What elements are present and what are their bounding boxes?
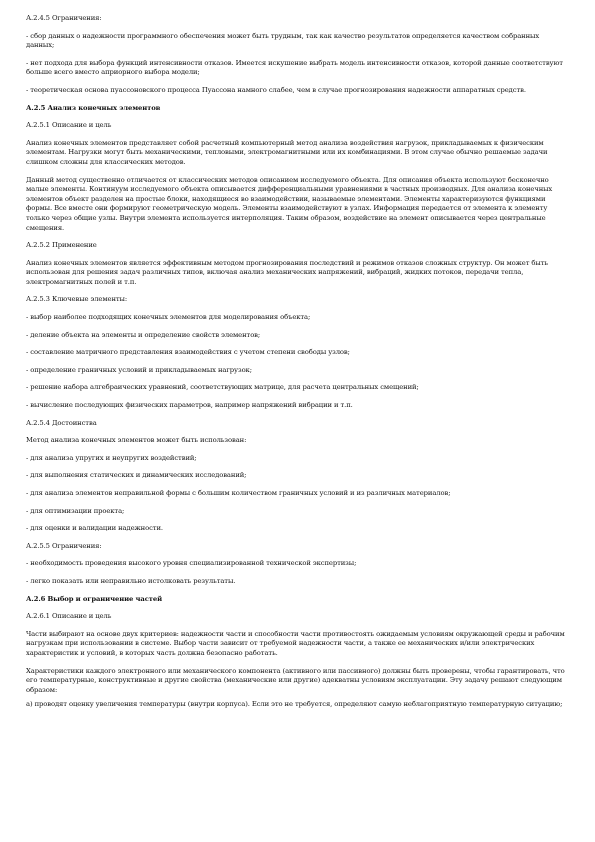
paragraph: - решение набора алгебраических уравнений, соответствующих матрице, для расчета центральных смещений; (26, 383, 419, 392)
section-heading: А.2.5.5 Ограничения: (26, 541, 102, 550)
section-heading: А.2.5.4 Достоинства (26, 418, 97, 427)
section-heading: А.2.6.1 Описание и цель (26, 612, 112, 621)
paragraph: - для оценки и валидации надежности. (26, 524, 163, 533)
paragraph: - необходимость проведения высокого уровня специализированной технической экспертизы; (26, 559, 357, 568)
paragraph: - теоретическая основа пуассоновского процесса Пуассона намного слабее, чем в случае прогнозирования надежности аппаратных средств. (26, 85, 526, 94)
document-body (26, 14, 569, 710)
paragraph: - для анализа элементов неправильной формы с большим количеством граничных условий и из различных материалов; (26, 489, 451, 497)
paragraph: - сбор данных о надежности программного обеспечения может быть трудным, так как качество результатов определяется качеством собранных данных; (26, 31, 540, 50)
paragraph: Данный метод существенно отличается от классических методов описанием исследуемого объекта. Для описания объекта используют бесконечно малые элементы. Континуум исследуемого объекта описывается дифференциальными уравнениями в частных производных. Для анализа конечных элементов объект разделен на простые блоки, находящиеся во взаимодействии, называемые элементами. Элементы характеризуются функциями формы. Все вместе они формируют геометрическую модель. Элементы взаимодействуют в узлах. Информация передается от элемента к элементу только через общие узлы. Внутри элемента используется интерполяция. Таким образом, воздействие на элемент описывается через центральные смещения. (26, 175, 553, 232)
paragraph: - для оптимизации проекта; (26, 506, 125, 515)
paragraph: - для выполнения статических и динамических исследований; (26, 471, 247, 480)
paragraph: а) проводят оценку увеличения температуры (внутри корпуса). Если это не требуется, определяют самую неблагоприятную температурную ситуацию; (26, 700, 563, 709)
paragraph: - легко показать или неправильно истолковать результаты. (26, 576, 236, 585)
paragraph: - для анализа упругих и неупругих воздействий; (26, 453, 197, 462)
paragraph: Анализ конечных элементов представляет собой расчетный компьютерный метод анализа воздействия нагрузок, прикладываемых к физическим элементам. Нагрузки могут быть механическими, тепловыми, электромагнитными или их комбинациями. В этом случае обычно решаемые задачи слишком сложны для классических методов. (26, 138, 548, 166)
section-heading: А.2.4.5 Ограничения: (26, 14, 102, 22)
section-heading: А.2.5.2 Применение (26, 241, 97, 250)
paragraph: - вычисление последующих физических параметров, например напряжений вибрации и т.п. (26, 401, 353, 410)
paragraph: - деление объекта на элементы и определение свойств элементов; (26, 330, 261, 339)
paragraph: - нет подхода для выбора функций интенсивности отказов. Имеется искушение выбрать модель интенсивности отказов, которой данные соответствуют больше всего вместо априорного выбора модели; (26, 58, 563, 77)
paragraph: Метод анализа конечных элементов может быть использован: (26, 436, 247, 445)
section-heading: А.2.5.3 Ключевые элементы: (26, 295, 128, 304)
paragraph: - определение граничных условий и прикладываемых нагрузок; (26, 365, 252, 374)
paragraph: Характеристики каждого электронного или механического компонента (активного или пассивного) должны быть проверены, чтобы гарантировать, что его температурные, конструктивные и другие свойства (механические или другие) адекватны условиям эксплуатации. Эту задачу решают следующим образом: (26, 666, 565, 694)
subsection-heading: А.2.6 Выбор и ограничение частей (26, 594, 163, 603)
paragraph: Анализ конечных элементов является эффективным методом прогнозирования последствий и режимов отказов сложных структур. Он может быть использован для решения задач различных типов, включая анализ механических напряжений, вибраций, жидких потоков, передачи тепла, электромагнитных полей и т.п. (26, 258, 548, 286)
subsection-heading: А.2.5 Анализ конечных элементов (26, 103, 161, 112)
paragraph: Части выбирают на основе двух критериев: надежности части и способности части противостоять ожидаемым условиям окружающей среды и рабочим нагрузкам при использовании в системе. Выбор части зависит от требуемой надежности части, а также ее механических и/или электрических характеристик и условий, в которых часть должна безопасно работать. (26, 629, 565, 657)
paragraph: - выбор наиболее подходящих конечных элементов для моделирования объекта; (26, 313, 311, 322)
paragraph: - составление матричного представления взаимодействия с учетом степени свободы узлов; (26, 348, 350, 357)
section-heading: А.2.5.1 Описание и цель (26, 121, 112, 130)
